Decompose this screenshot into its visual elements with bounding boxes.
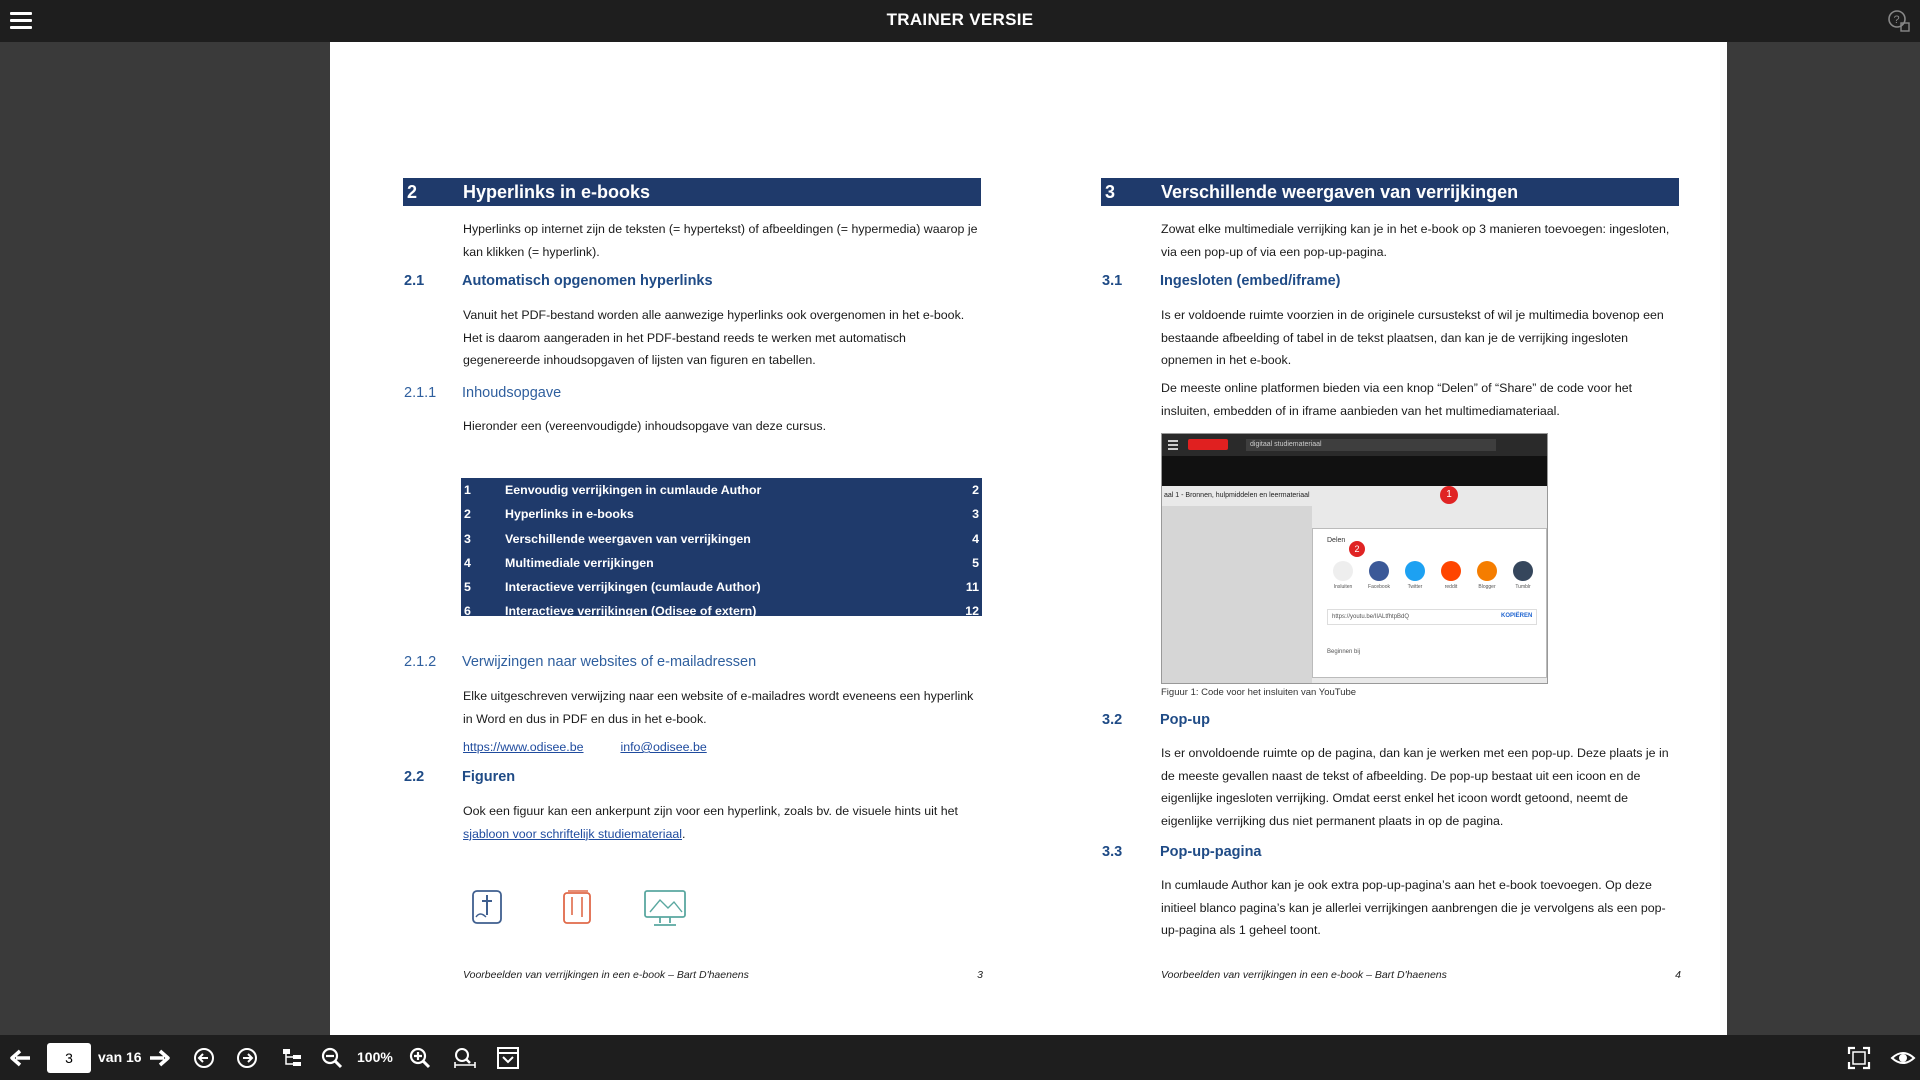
- figure-badge-2: 2: [1349, 541, 1365, 557]
- toc-title: Eenvoudig verrijkingen in cumlaude Author: [505, 483, 762, 497]
- eye-icon[interactable]: [1890, 1045, 1916, 1071]
- section-number: 3.3: [1102, 844, 1123, 860]
- toc-number: 2: [464, 507, 471, 522]
- section-number: 2.2: [404, 769, 425, 785]
- history-forward-icon[interactable]: [235, 1045, 259, 1071]
- bottom-toolbar: [0, 1035, 1920, 1080]
- toc-page: 12: [965, 604, 979, 619]
- website-link[interactable]: https://www.odisee.be: [463, 740, 584, 754]
- youtube-logo: [1188, 439, 1228, 450]
- figure-video-bar: [1162, 456, 1548, 486]
- chapter-number: 2: [407, 182, 418, 202]
- intro-paragraph: Zowat elke multimediale verrijking kan je in het e-book op 3 manieren toevoegen: ingesloten, via een pop-up of via een pop-up-pagina.: [1161, 222, 1670, 259]
- section-2-1-body: Vanuit het PDF-bestand worden alle aanwezige hyperlinks ook overgenomen in het e-book. Het is daarom aangeraden in het PDF-bestand reeds te werken met automatisch gegenereerde inhoudsopgaven of lijsten van figuren en tabellen.: [463, 308, 965, 367]
- section-number: 2.1.1: [404, 385, 437, 401]
- copy-button: KOPIËREN: [1501, 613, 1533, 619]
- toc-number: 4: [464, 555, 471, 570]
- help-icon[interactable]: [1886, 8, 1912, 34]
- zoom-level: 100%: [357, 1049, 393, 1065]
- section-3-1-body-2: De meeste online platformen bieden via een knop “Delen” of “Share” de code voor het insluiten, embedden of in iframe aanbieden van het multimediamateriaal.: [1161, 381, 1633, 418]
- share-circle-icon: [1513, 561, 1533, 581]
- chapter-number: 3: [1105, 182, 1116, 202]
- link-row: [463, 736, 983, 759]
- figure-badge-1: 1: [1440, 486, 1458, 504]
- page-total-label: van 16: [98, 1049, 142, 1065]
- section-3-1-body-1: Is er voldoende ruimte voorzien in de originele cursustekst of wil je multimedia bovenop een bestaande afbeelding of tabel in de tekst plaatsen, dan kan je de verrijking ingesloten opnemen in het e-book.: [1161, 308, 1664, 367]
- section-2-1-2-body: Elke uitgeschreven verwijzing naar een website of e-mailadres wordt eveneens een hyperlink in Word en dus in PDF en dus in het e-book.: [463, 689, 974, 726]
- share-label: Facebook: [1368, 584, 1390, 590]
- page-spread: [330, 42, 1727, 1035]
- table-of-contents-icon[interactable]: [280, 1045, 304, 1071]
- toc-row[interactable]: [461, 527, 982, 551]
- share-label: Blogger: [1478, 584, 1496, 590]
- toc-page: 11: [965, 580, 979, 595]
- figure-share-dialog: [1312, 528, 1547, 678]
- screen-hint-icon[interactable]: [642, 888, 688, 928]
- document-viewer[interactable]: [0, 42, 1920, 1035]
- share-option-insluiten: [1327, 561, 1359, 590]
- chapter-heading-3: [1101, 178, 1679, 206]
- toc-number: 5: [464, 580, 471, 595]
- chapter-title: Hyperlinks in e-books: [463, 182, 651, 202]
- toc-title: Verschillende weergaven van verrijkingen: [505, 531, 751, 546]
- body-text-end: .: [682, 826, 686, 841]
- share-option-blogger: [1471, 561, 1503, 590]
- toc-title: Interactieve verrijkingen (Odisee of extern): [505, 604, 757, 619]
- footer-text: Voorbeelden van verrijkingen in een e-book – Bart D'haenens: [1161, 969, 1447, 981]
- section-number: 2.1: [404, 273, 425, 289]
- svg-text:?: ?: [1893, 14, 1900, 26]
- share-label: reddit: [1444, 584, 1458, 590]
- figure-menu-icon: [1168, 440, 1178, 442]
- share-dialog-title: Delen: [1327, 537, 1346, 544]
- toc-row[interactable]: [461, 575, 982, 599]
- page-number: 3: [977, 969, 983, 981]
- previous-page-arrow-icon[interactable]: [8, 1045, 32, 1071]
- toc-number: 6: [464, 604, 471, 619]
- section-2-2-body: [463, 800, 983, 845]
- section-title: Pop-up-pagina: [1160, 844, 1262, 860]
- page-number-input[interactable]: [47, 1043, 91, 1073]
- section-3-2-body: Is er onvoldoende ruimte op de pagina, dan kan je werken met een pop-up. Deze plaats je in de meeste gevallen naast de tekst of afbeelding. De pop-up bestaat uit een icoon en de eigenlijke ingesloten verrijking. Omdat eerst enkel het icoon wordt getoond, neemt de eigenlijke verrijking dus niet permanent plaats in op de pagina.: [1161, 746, 1669, 828]
- page-number: 4: [1675, 969, 1681, 981]
- share-circle-icon: [1441, 561, 1461, 581]
- fit-width-icon[interactable]: [452, 1045, 478, 1071]
- toc-page: 5: [972, 555, 979, 570]
- chapter-title: Verschillende weergaven van verrijkingen: [1161, 182, 1519, 202]
- zoom-out-icon[interactable]: [320, 1045, 344, 1071]
- share-circle-icon: [1405, 561, 1425, 581]
- page-4: [1028, 42, 1726, 1035]
- section-title: Ingesloten (embed/iframe): [1160, 273, 1341, 289]
- share-circle-icon: [1333, 561, 1353, 581]
- share-circle-icon: [1369, 561, 1389, 581]
- history-back-icon[interactable]: [192, 1045, 216, 1071]
- share-option-twitter: [1399, 561, 1431, 590]
- toc-row[interactable]: [461, 502, 982, 526]
- page-footer: [1161, 969, 1681, 981]
- toc-title: Interactieve verrijkingen (cumlaude Author): [505, 580, 761, 595]
- section-number: 2.1.2: [404, 654, 437, 670]
- exercise-hint-icon[interactable]: [558, 887, 598, 927]
- share-option-facebook: [1363, 561, 1395, 590]
- figure-background-text: [1162, 506, 1312, 684]
- body-text: Ook een figuur kan een ankerpunt zijn voor een hyperlink, zoals bv. de visuele hints uit het: [463, 804, 959, 818]
- section-number: 3.2: [1102, 712, 1123, 728]
- toc-row[interactable]: [461, 478, 982, 502]
- share-icon-row: [1327, 561, 1547, 601]
- start-at-checkbox: Beginnen bij: [1327, 649, 1361, 655]
- chapter-heading-2: [403, 178, 981, 206]
- share-label: Insluiten: [1333, 584, 1353, 590]
- section-3-3-body: In cumlaude Author kan je ook extra pop-up-pagina’s aan het e-book toevoegen. Op deze initieel blanco pagina’s kan je allerlei verrijkingen aanbrengen die je vervolgens als een pop-up-pagina als 1 geheel toont.: [1161, 878, 1666, 937]
- toc-row[interactable]: [461, 551, 982, 575]
- share-label: Tumblr: [1515, 584, 1531, 590]
- section-number: 3.1: [1102, 273, 1123, 289]
- youtube-share-figure[interactable]: [1161, 433, 1548, 684]
- next-page-arrow-icon[interactable]: [148, 1045, 172, 1071]
- section-title: Inhoudsopgave: [462, 385, 562, 401]
- toc-title: Multimediale verrijkingen: [505, 555, 654, 570]
- figure-caption: Figuur 1: Code voor het insluiten van YouTube: [1161, 687, 1357, 698]
- fullscreen-icon[interactable]: [1846, 1045, 1872, 1071]
- section-title: Automatisch opgenomen hyperlinks: [462, 273, 713, 289]
- figure-search-box: digitaal studiemateriaal: [1246, 439, 1496, 451]
- share-label: Twitter: [1407, 584, 1423, 590]
- section-title: Verwijzingen naar websites of e-mailadressen: [462, 654, 757, 670]
- zoom-in-icon[interactable]: [408, 1045, 432, 1071]
- toc-number: 3: [464, 531, 471, 546]
- page-footer: [463, 969, 983, 981]
- page-3: [330, 42, 1028, 1035]
- email-link[interactable]: info@odisee.be: [620, 740, 707, 754]
- section-2-1-1-body: Hieronder een (vereenvoudigde) inhoudsopgave van deze cursus.: [463, 419, 827, 433]
- toc-number: 1: [464, 483, 471, 497]
- intro-paragraph: Hyperlinks op internet zijn de teksten (= hypertekst) of afbeeldingen (= hypermedia) waarop je kan klikken (= hyperlink).: [463, 222, 978, 259]
- toc-page: 2: [972, 483, 979, 497]
- top-bar: [0, 0, 1920, 42]
- single-page-view-icon[interactable]: [495, 1045, 521, 1071]
- section-title: Figuren: [462, 769, 516, 785]
- template-link[interactable]: sjabloon voor schriftelijk studiemateriaal: [463, 826, 683, 841]
- share-option-tumblr: [1507, 561, 1539, 590]
- share-circle-icon: [1477, 561, 1497, 581]
- share-option-reddit: [1435, 561, 1467, 590]
- section-title: Pop-up: [1160, 712, 1210, 728]
- document-title: TRAINER VERSIE: [886, 10, 1034, 29]
- handout-hint-icon[interactable]: [468, 887, 508, 927]
- share-url-field: https://youtu.be/IIALtfhtpBdQ: [1327, 609, 1537, 625]
- toc-page: 4: [972, 531, 979, 546]
- footer-text: Voorbeelden van verrijkingen in een e-book – Bart D'haenens: [463, 969, 749, 981]
- toc-row[interactable]: [461, 599, 982, 623]
- toc-title: Hyperlinks in e-books: [505, 507, 634, 522]
- figure-toolbar: [1162, 434, 1548, 456]
- figure-video-title: aal 1 - Bronnen, hulpmiddelen en leermateriaal: [1164, 492, 1310, 499]
- table-of-contents: [461, 478, 982, 619]
- toc-page: 3: [972, 507, 979, 522]
